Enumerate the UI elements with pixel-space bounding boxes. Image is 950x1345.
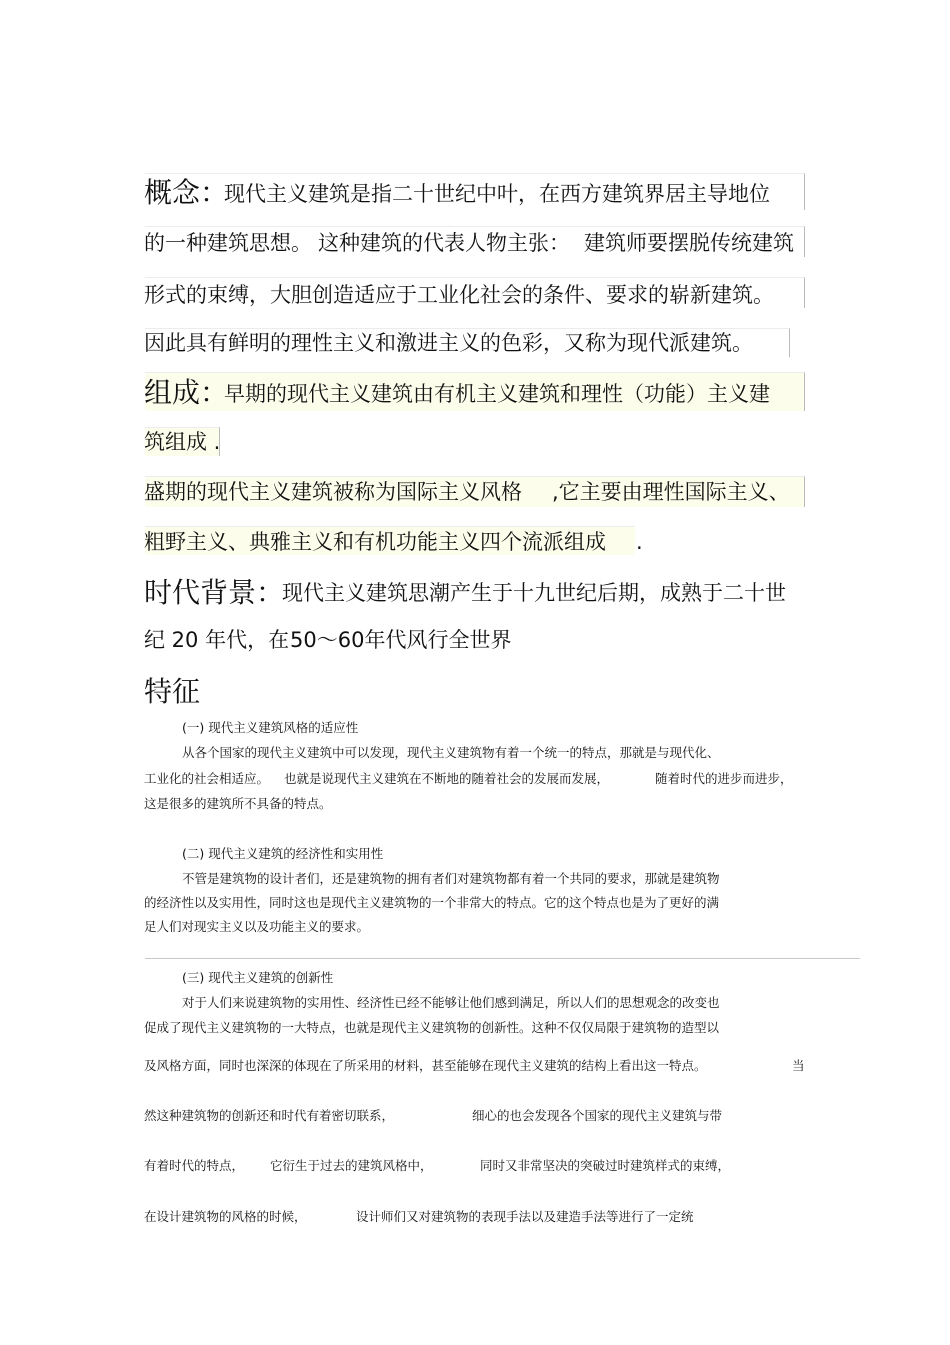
feature-2-line-2: 的经济性以及实用性，同时这也是现代主义建筑物的一个非常大的特点。它的这个特点也是为了更好的满 — [144, 895, 720, 910]
feature-1-title: (一) 现代主义建筑风格的适应性 — [182, 720, 359, 735]
background-line-1: 现代主义建筑思潮产生于十九世纪后期，成熟于二十世 — [282, 581, 786, 605]
composition-heading: 组成： — [144, 376, 229, 409]
feature-2-line-3: 足人们对现实主义以及功能主义的要求。 — [144, 919, 370, 934]
concept-line-2c: 建筑师要摆脱传统建筑 — [584, 231, 794, 255]
composition-line-2: 筑组成 . — [144, 430, 221, 454]
feature-3-line-4b: 细心的也会发现各个国家的现代主义建筑与带 — [472, 1108, 723, 1123]
feature-3-line-5c: 同时又非常坚决的突破过时建筑样式的束缚， — [480, 1158, 731, 1173]
feature-3-line-5b: 它衍生于过去的建筑风格中， — [270, 1158, 433, 1173]
concept-line-3: 形式的束缚，大胆创造适应于工业化社会的条件、要求的崭新建筑。 — [144, 283, 774, 307]
feature-3-title: (三) 现代主义建筑的创新性 — [182, 970, 334, 985]
concept-line-2a: 的一种建筑思想。 — [144, 231, 312, 255]
feature-3-line-6b: 设计师们又对建筑物的表现手法以及建造手法等进行了一定统 — [356, 1209, 694, 1224]
feature-3-line-6a: 在设计建筑物的风格的时候， — [144, 1209, 307, 1224]
concept-heading: 概念： — [144, 176, 229, 209]
feature-3-line-4a: 然这种建筑物的创新还和时代有着密切联系， — [144, 1108, 395, 1123]
concept-line-4: 因此具有鲜明的理性主义和激进主义的色彩，又称为现代派建筑。 — [144, 331, 753, 355]
background-heading: 时代背景： — [144, 576, 285, 609]
feature-3-line-3b: 当 — [792, 1058, 805, 1073]
feature-2-line-1: 不管是建筑物的设计者们，还是建筑物的拥有者们对建筑物都有着一个共同的要求，那就是建筑物 — [182, 871, 720, 886]
composition-line-4b: . — [636, 530, 643, 554]
features-heading: 特征 — [144, 675, 201, 708]
feature-1-line-2c: 随着时代的进步而进步， — [655, 771, 793, 786]
feature-2-title: (二) 现代主义建筑的经济性和实用性 — [182, 846, 384, 861]
feature-1-line-2a: 工业化的社会相适应。 — [144, 771, 270, 786]
composition-line-1: 早期的现代主义建筑由有机主义建筑和理性（功能）主义建 — [224, 382, 770, 406]
composition-line-3a: 盛期的现代主义建筑被称为国际主义风格 — [144, 480, 522, 504]
feature-3-line-1: 对于人们来说建筑物的实用性、经济性已经不能够让他们感到满足，所以人们的思想观念的改变也 — [182, 995, 720, 1010]
feature-1-line-2b: 也就是说现代主义建筑在不断地的随着社会的发展而发展， — [284, 771, 610, 786]
concept-line-1: 现代主义建筑是指二十世纪中叶，在西方建筑界居主导地位 — [224, 182, 770, 206]
concept-line-2b: 这种建筑的代表人物主张： — [318, 231, 570, 255]
feature-3-line-2: 促成了现代主义建筑物的一大特点，也就是现代主义建筑物的创新性。这种不仅仅局限于建筑物的造型以 — [144, 1020, 720, 1035]
composition-line-3b: ,它主要由理性国际主义、 — [552, 480, 790, 504]
composition-line-4a: 粗野主义、典雅主义和有机功能主义四个流派组成 — [144, 530, 606, 554]
section-divider — [145, 958, 860, 959]
feature-3-line-5a: 有着时代的特点， — [144, 1158, 245, 1173]
feature-3-line-3a: 及风格方面，同时也深深的体现在了所采用的材料，甚至能够在现代主义建筑的结构上看出这一特点。 — [144, 1058, 707, 1073]
feature-1-line-3: 这是很多的建筑所不具备的特点。 — [144, 796, 332, 811]
feature-1-line-1: 从各个国家的现代主义建筑中可以发现，现代主义建筑物有着一个统一的特点，那就是与现代化、 — [182, 745, 720, 760]
background-line-2b: 50～60年代风行全世界 — [290, 628, 512, 652]
background-line-2a: 纪 20 年代，在 — [144, 628, 290, 652]
